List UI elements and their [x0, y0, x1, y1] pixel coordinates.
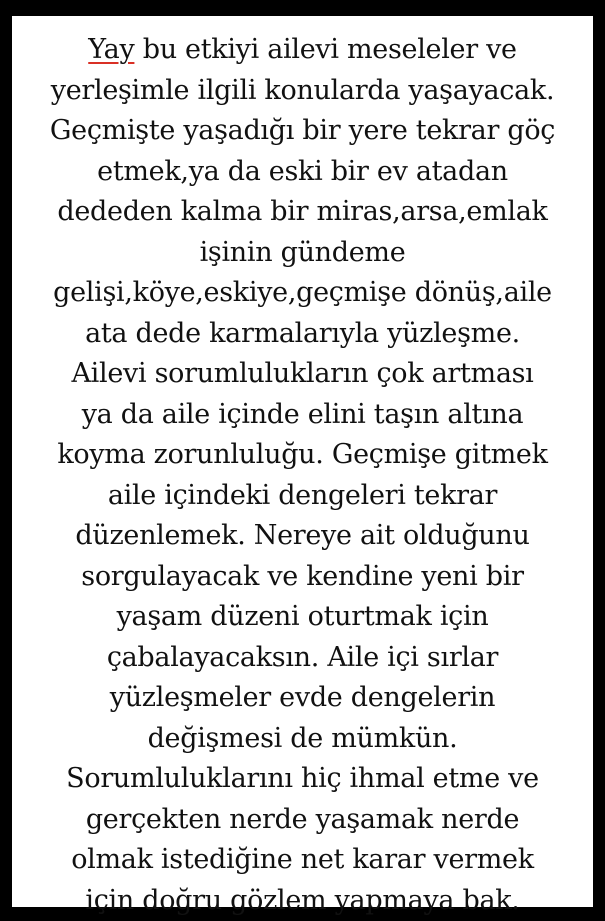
text-line: için doğru gözlem yapmaya bak. — [12, 881, 593, 921]
text-body — [12, 30, 593, 921]
text-line-1-rest: bu etkiyi ailevi meseleler ve — [134, 34, 516, 65]
text-line: gerçekten nerde yaşamak nerde — [12, 800, 593, 841]
text-line: Geçmişte yaşadığı bir yere tekrar göç — [12, 111, 593, 152]
text-line: yerleşimle ilgili konularda yaşayacak. — [12, 71, 593, 112]
text-line: değişmesi de mümkün. — [12, 719, 593, 760]
text-line: düzenlemek. Nereye ait olduğunu — [12, 516, 593, 557]
spellcheck-word[interactable]: Yay — [88, 34, 134, 65]
text-line: yaşam düzeni oturtmak için — [12, 597, 593, 638]
text-line: işinin gündeme — [12, 233, 593, 274]
text-line: dededen kalma bir miras,arsa,emlak — [12, 192, 593, 233]
text-line: Sorumluluklarını hiç ihmal etme ve — [12, 759, 593, 800]
text-line-1 — [12, 30, 593, 71]
text-line: Ailevi sorumlulukların çok artması — [12, 354, 593, 395]
text-line: sorgulayacak ve kendine yeni bir — [12, 557, 593, 598]
text-line: ya da aile içinde elini taşın altına — [12, 395, 593, 436]
text-line: etmek,ya da eski bir ev atadan — [12, 152, 593, 193]
text-line: aile içindeki dengeleri tekrar — [12, 476, 593, 517]
text-line: çabalayacaksın. Aile içi sırlar — [12, 638, 593, 679]
document-page — [12, 16, 593, 907]
text-line: yüzleşmeler evde dengelerin — [12, 678, 593, 719]
text-line: gelişi,köye,eskiye,geçmişe dönüş,aile — [12, 273, 593, 314]
text-line: koyma zorunluluğu. Geçmişe gitmek — [12, 435, 593, 476]
text-line: ata dede karmalarıyla yüzleşme. — [12, 314, 593, 355]
text-line: olmak istediğine net karar vermek — [12, 840, 593, 881]
